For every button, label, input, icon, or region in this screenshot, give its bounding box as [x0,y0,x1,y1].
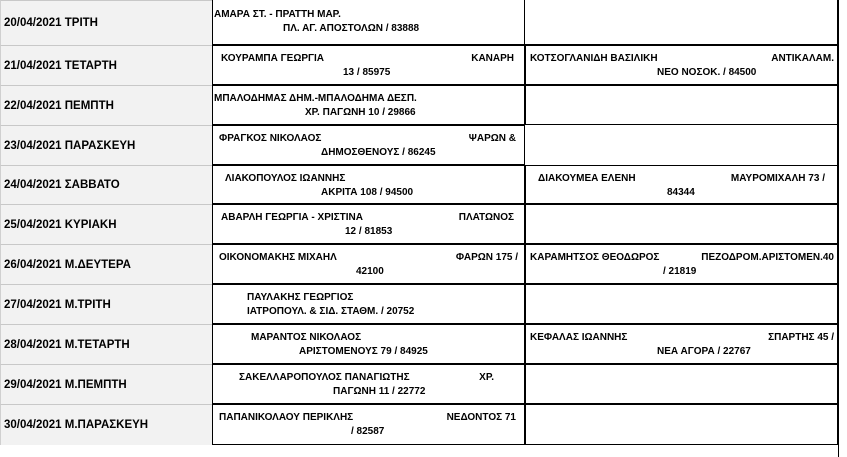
pharmacy-cell-2 [525,284,838,324]
table-row [0,284,847,324]
table-row [0,165,847,204]
pharmacy-cell-1 [212,404,525,445]
pharmacy-street: ΠΛΑΤΩΝΟΣ [458,212,514,223]
pharmacy-name: ΑΒΑΡΛΗ ΓΕΩΡΓΙΑ - ΧΡΙΣΤΙΝΑ [221,212,363,223]
pharmacy-cell-1 [212,364,525,404]
date-cell: 22/04/2021 ΠΕΜΠΤΗ [0,85,212,125]
pharmacy-address: 13 / 85975 [343,67,391,78]
date-cell: 20/04/2021 ΤΡΙΤΗ [0,0,212,45]
pharmacy-name: ΣΑΚΕΛΛΑΡΟΠΟΥΛΟΣ ΠΑΝΑΓΙΩΤΗΣ [239,372,410,383]
pharmacy-address: 12 / 81853 [345,226,393,237]
date-cell: 25/04/2021 ΚΥΡΙΑΚΗ [0,204,212,244]
pharmacy-cell-2 [525,244,838,284]
pharmacy-cell-1 [212,0,525,45]
date-cell: 26/04/2021 Μ.ΔΕΥΤΕΡΑ [0,244,212,284]
pharmacy-cell-2 [525,165,838,204]
pharmacy-cell-1 [212,165,525,204]
pharmacy-cell-1 [212,45,525,85]
pharmacy-cell-1 [212,204,525,244]
pharmacy-address: ΠΛ. ΑΓ. ΑΠΟΣΤΟΛΩΝ / 83888 [283,23,420,34]
pharmacy-cell-1 [212,324,525,364]
pharmacy-name: ΚΟΥΡΑΜΠΑ ΓΕΩΡΓΙΑ [221,53,325,64]
pharmacy-name: ΔΙΑΚΟΥΜΕΑ ΕΛΕΝΗ [538,173,636,184]
table-row [0,364,847,404]
pharmacy-street: ΜΑΥΡΟΜΙΧΑΛΗ 73 / [730,173,825,184]
pharmacy-name: ΜΑΡΑΝΤΟΣ ΝΙΚΟΛΑΟΣ [251,332,362,343]
pharmacy-name: ΑΜΑΡΑ ΣΤ. - ΠΡΑΤΤΗ ΜΑΡ. [214,9,341,20]
pharmacy-address: ΝΕΑ ΑΓΟΡΑ / 22767 [657,346,751,357]
pharmacy-address: 42100 [356,266,384,277]
pharmacy-name: ΚΕΦΑΛΑΣ ΙΩΑΝΝΗΣ [530,332,628,343]
pharmacy-name: ΠΑΥΛΑΚΗΣ ΓΕΩΡΓΙΟΣ [247,292,354,303]
date-cell: 28/04/2021 Μ.ΤΕΤΑΡΤΗ [0,324,212,364]
pharmacy-cell-2 [525,364,838,404]
pharmacy-address: / 82587 [351,426,385,437]
pharmacy-street: ΦΑΡΩΝ 175 / [455,252,518,263]
date-cell: 29/04/2021 Μ.ΠΕΜΠΤΗ [0,364,212,404]
pharmacy-cell-2 [525,404,838,445]
pharmacy-street: ΑΝΤΙΚΑΛΑΜ. [771,53,834,64]
pharmacy-street: ΚΑΝΑΡΗ [471,53,514,64]
pharmacy-street: ΨΑΡΩΝ & [468,133,516,144]
table-row [0,404,847,445]
date-cell: 23/04/2021 ΠΑΡΑΣΚΕΥΗ [0,125,212,165]
pharmacy-cell-1 [212,284,525,324]
pharmacy-name: ΚΟΤΣΟΓΛΑΝΙΔΗ ΒΑΣΙΛΙΚΗ [530,53,658,64]
date-cell: 30/04/2021 Μ.ΠΑΡΑΣΚΕΥΗ [0,404,212,445]
pharmacy-cell-2 [525,204,838,244]
pharmacy-cell-2 [525,324,838,364]
pharmacy-cell-2 [525,125,838,165]
pharmacy-name: ΟΙΚΟΝΟΜΑΚΗΣ ΜΙΧΑΗΛ [219,252,337,263]
pharmacy-name: ΛΙΑΚΟΠΟΥΛΟΣ ΙΩΑΝΝΗΣ [225,173,346,184]
table-row [0,204,847,244]
pharmacy-cell-1 [212,125,525,165]
pharmacy-address: ΝΕΟ ΝΟΣΟΚ. / 84500 [657,67,757,78]
pharmacy-street: ΣΠΑΡΤΗΣ 45 / [768,332,834,343]
pharmacy-name: ΠΑΠΑΝΙΚΟΛΑΟΥ ΠΕΡΙΚΛΗΣ [219,412,354,423]
pharmacy-cell-2 [525,85,838,125]
pharmacy-address: ΑΚΡΙΤΑ 108 / 94500 [321,187,414,198]
pharmacy-name: ΜΠΑΛΟΔΗΜΑΣ ΔΗΜ.-ΜΠΑΛΟΔΗΜΑ ΔΕΣΠ. [214,93,417,104]
pharmacy-name: ΚΑΡΑΜΗΤΣΟΣ ΘΕΟΔΩΡΟΣ [530,252,660,263]
pharmacy-address: ΔΗΜΟΣΘΕΝΟΥΣ / 86245 [321,147,436,158]
pharmacy-address: 84344 [667,187,695,198]
table-row [0,324,847,364]
pharmacy-street: ΧΡ. [479,372,494,383]
table-row [0,85,847,125]
pharmacy-cell-2 [525,45,838,85]
date-cell: 24/04/2021 ΣΑΒΒΑΤΟ [0,165,212,204]
pharmacy-name: ΦΡΑΓΚΟΣ ΝΙΚΟΛΑΟΣ [219,133,322,144]
pharmacy-address: ΙΑΤΡΟΠΟΥΛ. & ΣΙΔ. ΣΤΑΘΜ. / 20752 [247,306,415,317]
date-cell: 21/04/2021 ΤΕΤΑΡΤΗ [0,45,212,85]
table-row [0,125,847,165]
pharmacy-cell-1 [212,244,525,284]
table-right-border [838,0,839,457]
table-row [0,244,847,284]
table-row [0,45,847,85]
pharmacy-address: ΑΡΙΣΤΟΜΕΝΟΥΣ 79 / 84925 [299,346,428,357]
pharmacy-address: / 21819 [663,266,697,277]
date-cell: 27/04/2021 Μ.ΤΡΙΤΗ [0,284,212,324]
pharmacy-street: ΝΕΔΟΝΤΟΣ 71 [446,412,516,423]
pharmacy-cell-2 [525,0,838,45]
pharmacy-street: ΠΕΖΟΔΡΟΜ.ΑΡΙΣΤΟΜΕΝ.40 [701,252,834,263]
pharmacy-address: ΠΑΓΩΝΗ 11 / 22772 [333,386,426,397]
table-row [0,0,847,45]
pharmacy-address: ΧΡ. ΠΑΓΩΝΗ 10 / 29866 [305,107,416,118]
pharmacy-cell-1 [212,85,525,125]
